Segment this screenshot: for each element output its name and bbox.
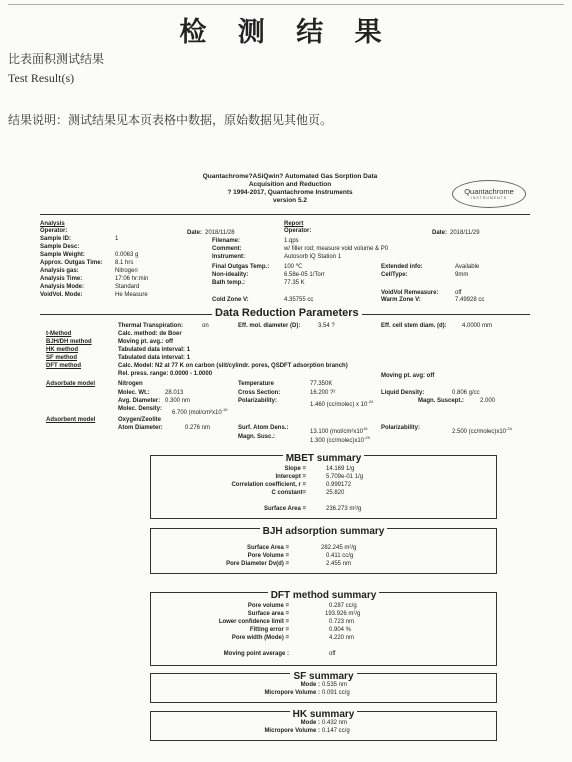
- filename-label: Filename:: [212, 238, 241, 244]
- mbet-c: 25.820: [326, 490, 345, 496]
- polarizability-label: Polarizability:: [238, 398, 278, 404]
- magn-susc-label: Magn. Susc.:: [238, 434, 276, 440]
- t-calc: Calc. method: de Boer: [118, 331, 182, 337]
- analysis-section: Analysis: [40, 221, 65, 227]
- surf-atom-value: 13.100 (mol/cm²x10: [310, 429, 364, 435]
- bath-temp: 77.35 K: [284, 280, 305, 286]
- voidvol-mode: He Measure: [115, 292, 148, 298]
- adsorbate-model-label: Adsorbate model: [46, 381, 96, 387]
- report-section: Report: [284, 221, 304, 227]
- eff-mol-label: Eff. mol. diameter (D):: [238, 323, 301, 329]
- analysis-gas: Nitrogen: [115, 268, 138, 274]
- logo-sub: INSTRUMENTS: [470, 196, 508, 200]
- mbet-surface-label: Surface Area =: [264, 506, 306, 512]
- report-header-line1: Quantachrome?ASiQwin? Automated Gas Sorption Data: [202, 173, 378, 180]
- report-header: [150, 173, 430, 205]
- temperature: 77.350K: [310, 381, 333, 387]
- sf-summary-box: [150, 673, 497, 703]
- sample-desc-label: Sample Desc:: [40, 244, 80, 250]
- dft-fitting: 0.904 %: [329, 627, 352, 633]
- dft-moving: off: [329, 651, 336, 657]
- bjh-moving: Moving pt. avg.: off: [118, 339, 173, 345]
- hk-method-label: HK method: [46, 347, 78, 353]
- polarizability-exp: -24: [367, 399, 374, 404]
- outgas-time: 8.1 hrs: [115, 260, 134, 266]
- instrument-label: Instrument:: [212, 254, 245, 260]
- dft-pore-width-label: Pore width (Mode) =: [231, 635, 289, 641]
- sf-mode-label: Mode :: [300, 682, 320, 688]
- molec-density-exp: -15: [221, 407, 228, 412]
- magn-susc: [310, 434, 370, 445]
- bjh-pore-diam-label: Pore Diameter Dv(d) =: [226, 561, 289, 567]
- polar2-label: Polarizability:: [381, 425, 421, 431]
- subtitle-en: Test Result(s): [8, 71, 75, 85]
- mbet-corr: 0.999172: [326, 482, 352, 488]
- top-rule: [8, 4, 564, 5]
- report-date-label: Date:: [432, 230, 448, 236]
- sample-weight-label: Sample Weight:: [40, 252, 85, 258]
- mbet-c-label: C constant=: [271, 490, 306, 496]
- analysis-operator-label: Operator:: [40, 228, 68, 234]
- mbet-summary-box: [150, 455, 497, 519]
- mbet-surface: 236.273 m²/g: [326, 506, 362, 512]
- hk-micro: 0.147 cc/g: [322, 728, 350, 734]
- magn-suscept: 2.000: [480, 398, 496, 404]
- mbet-title: [151, 448, 496, 466]
- polar2-value: 2.500 (cc/molec)x10: [452, 429, 507, 435]
- nonideality-label: Non-ideality:: [212, 272, 249, 278]
- dft-lower: 0.723 nm: [329, 619, 355, 625]
- molec-wt-label: Molec. Wt.:: [118, 390, 150, 396]
- thermal-label: Thermal Transpiration:: [118, 323, 184, 329]
- magn-suscept-label: Magn. Suscept.:: [418, 398, 465, 404]
- mbet-slope: 14.169 1/g: [326, 466, 355, 472]
- analysis-time: 17:06 hr:min: [115, 276, 149, 282]
- report-header-line4: version 5.2: [273, 197, 307, 204]
- bjh-title-text: BJH adsorption summary: [260, 526, 388, 537]
- celltype: 9mm: [455, 272, 469, 278]
- polar2: [452, 425, 512, 436]
- drp-title: Data Reduction Parameters: [212, 307, 362, 319]
- report-header-line3: ? 1994-2017, Quantachrome Instruments: [227, 189, 353, 196]
- dft-lower-label: Lower confidence limit =: [218, 619, 289, 625]
- report-date: 2018/11/29: [450, 230, 480, 236]
- sample-id: 1: [115, 236, 119, 242]
- analysis-gas-label: Analysis gas:: [40, 268, 79, 274]
- thermal: on: [202, 323, 209, 329]
- temperature-label: Temperature: [238, 381, 274, 387]
- mbet-corr-label: Correlation coefficient, r =: [231, 482, 306, 488]
- final-outgas-label: Final Outgas Temp.:: [212, 264, 270, 270]
- hk-micro-label: Micropore Volume :: [264, 728, 320, 734]
- hk-mode-label: Mode :: [300, 720, 320, 726]
- hk-tab: Tabulated data interval: 1: [118, 347, 190, 353]
- report-operator-label: Operator:: [284, 228, 312, 234]
- sample-weight: 0.0063 g: [115, 252, 139, 258]
- voidvol-remeasure: off: [455, 290, 462, 296]
- bjh-pore-vol: 0.411 cc/g: [326, 553, 354, 559]
- adsorbent-model-label: Adsorbent model: [46, 417, 96, 423]
- dft-pore-vol-label: Pore volume =: [247, 603, 289, 609]
- page-title: 检 测 结 果: [179, 17, 393, 48]
- warm-zone: 7.49928 cc: [455, 297, 485, 303]
- cross-label: Cross Section:: [238, 390, 281, 396]
- avg-diam-label: Avg. Diameter:: [118, 398, 161, 404]
- report-header-line2: Acquisition and Reduction: [248, 181, 332, 188]
- dft-surface: 193.926 m²/g: [325, 611, 361, 617]
- molec-density-label: Molec. Density:: [118, 406, 163, 412]
- hk-title-text: HK summary: [290, 709, 358, 720]
- dft-fitting-label: Fitting error =: [249, 627, 289, 633]
- mbet-title-text: MBET summary: [283, 453, 365, 464]
- cold-zone-label: Cold Zone V:: [212, 297, 249, 303]
- polarizability: [310, 398, 373, 409]
- header-rule: [40, 214, 530, 215]
- voidvol-mode-label: VoidVol. Mode:: [40, 292, 83, 298]
- analysis-mode: Standard: [115, 284, 140, 290]
- surf-atom-label: Surf. Atom Dens.:: [238, 425, 289, 431]
- surf-atom-exp: 15: [363, 426, 368, 431]
- magn-susc-value: 1.300 (cc/molec)x10: [310, 438, 365, 444]
- cross: 16.200 ?²: [310, 390, 336, 396]
- final-outgas: 100 ℃: [284, 264, 303, 270]
- quantachrome-logo: [452, 180, 526, 208]
- dft-moving-label: Moving point average :: [223, 651, 289, 657]
- dft-surface-label: Surface area =: [247, 611, 289, 617]
- mbet-intercept-label: Intercept =: [275, 474, 306, 480]
- molec-density-value: 6.700 (mol/cm²x10: [172, 410, 222, 416]
- eff-mol: 3.54 ?: [318, 323, 335, 329]
- sf-tab: Tabulated data interval: 1: [118, 355, 190, 361]
- analysis-date-label: Date:: [187, 230, 203, 236]
- outgas-time-label: Approx. Outgas Time:: [40, 260, 103, 266]
- analysis-time-label: Analysis Time:: [40, 276, 83, 282]
- hk-summary-box: [150, 711, 497, 741]
- adsorbate: Nitrogen: [118, 381, 143, 387]
- molec-wt: 28.013: [165, 390, 184, 396]
- polar2-exp: -24: [506, 426, 512, 431]
- sf-micro: 0.091 cc/g: [322, 690, 350, 696]
- dft-calc: Calc. Model: N2 at 77 K on carbon (slit/cylindr. pores, QSDFT adsorption branch): [118, 363, 348, 369]
- celltype-label: CellType:: [381, 272, 408, 278]
- dft-summary-box: [150, 592, 497, 666]
- mbet-intercept: 5.709e-01 1/g: [326, 474, 364, 480]
- dft-title-text: DFT method summary: [268, 590, 380, 601]
- bjh-pore-vol-label: Pore Volume =: [247, 553, 289, 559]
- comment: w/ filler rod; measure void volume & P0: [284, 246, 389, 252]
- atom-diam: 0.276 nm: [185, 425, 211, 431]
- dft-pore-vol: 0.287 cc/g: [329, 603, 357, 609]
- extended-info-label: Extended info:: [381, 264, 423, 270]
- adsorbent: Oxygen/Zeolite: [118, 417, 162, 423]
- logo-main: Quantachrome: [464, 187, 514, 196]
- sf-method-label: SF method: [46, 355, 77, 361]
- magn-susc-exp: -29: [364, 435, 370, 440]
- extended-info: Available: [455, 264, 480, 270]
- analysis-date: 2018/11/28: [205, 230, 235, 236]
- bjh-method-label: BJH/DH method: [46, 339, 92, 345]
- sf-title-text: SF summary: [290, 671, 356, 682]
- subtitle-cn: 比表面积测试结果: [8, 52, 105, 66]
- mbet-slope-label: Slope =: [284, 466, 306, 472]
- dft-pore-width: 4.220 nm: [329, 635, 355, 641]
- voidvol-remeasure-label: VoidVol Remeasure:: [381, 290, 439, 296]
- atom-diam-label: Atom Diameter:: [118, 425, 163, 431]
- comment-label: Comment:: [212, 246, 242, 252]
- eff-cell-label: Eff. cell stem diam. (d):: [381, 323, 447, 329]
- bjh-summary-box: [150, 528, 497, 574]
- avg-diam: 0.300 nm: [165, 398, 191, 404]
- bath-temp-label: Bath temp.:: [212, 280, 245, 286]
- result-note: 结果说明：测试结果见本页表格中数据，原始数据见其他页。: [8, 113, 333, 127]
- nonideality: 6.58e-05 1/Torr: [284, 272, 325, 278]
- sf-micro-label: Micropore Volume :: [264, 690, 320, 696]
- polarizability-value: 1.460 (cc/molec) x 10: [310, 402, 368, 408]
- sf-mode: 0.535 nm: [322, 682, 348, 688]
- analysis-mode-label: Analysis Mode:: [40, 284, 85, 290]
- bjh-title: [151, 521, 496, 539]
- cold-zone: 4.35755 cc: [284, 297, 314, 303]
- eff-cell: 4.0000 mm: [462, 323, 493, 329]
- dft-title: [151, 585, 496, 603]
- dft-rel: Rel. press. range: 0.0000 - 1.0000: [118, 371, 213, 377]
- sample-id-label: Sample ID:: [40, 236, 72, 242]
- dft-method-label: DFT method: [46, 363, 81, 369]
- liquid-density: 0.806 g/cc: [452, 390, 480, 396]
- dft-moving: Moving pt. avg: off: [381, 373, 435, 379]
- instrument: Autosorb iQ Station 1: [284, 254, 342, 260]
- bjh-pore-diam: 2.455 nm: [326, 561, 352, 567]
- bjh-surface: 282.245 m²/g: [321, 545, 357, 551]
- filename: 1.qps: [284, 238, 299, 244]
- bjh-surface-label: Surface Area =: [247, 545, 289, 551]
- t-method-label: t-Method: [46, 331, 72, 337]
- liquid-density-label: Liquid Density:: [381, 390, 425, 396]
- molec-density: [172, 406, 227, 417]
- warm-zone-label: Warm Zone V:: [381, 297, 421, 303]
- hk-mode: 0.432 nm: [322, 720, 348, 726]
